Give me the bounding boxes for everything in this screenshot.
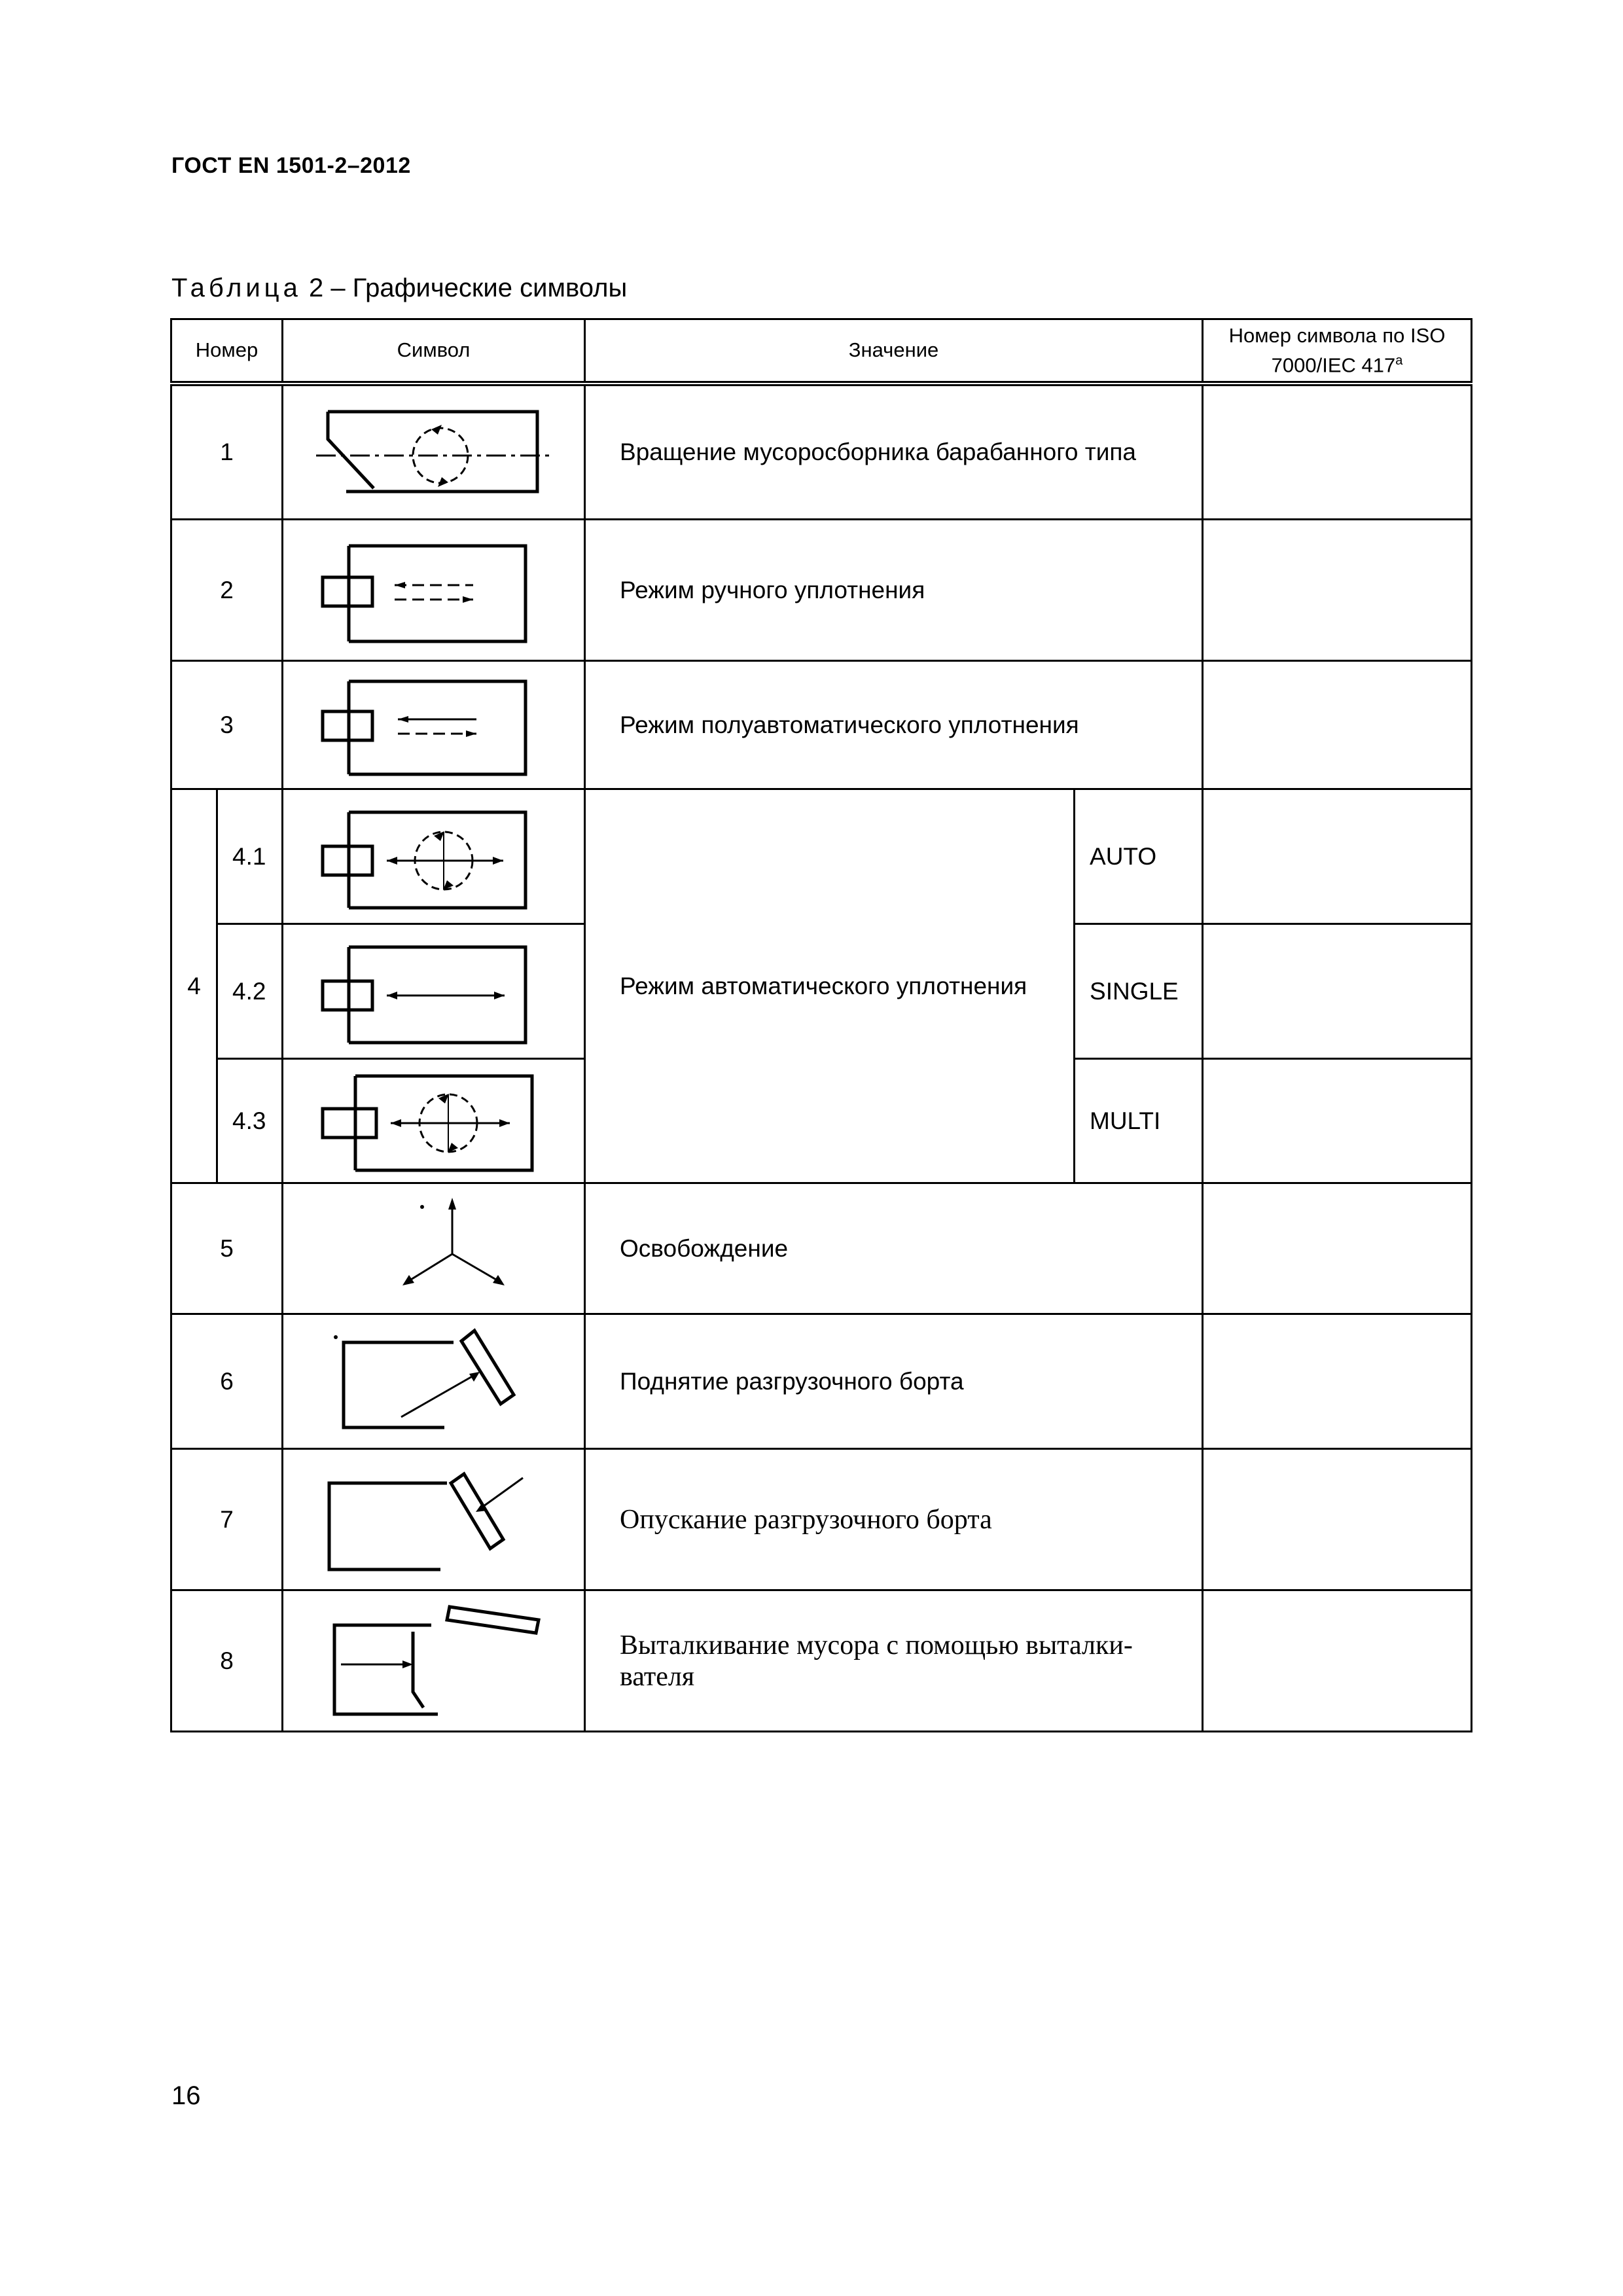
symbol-cell: [283, 661, 585, 789]
symbol-cell: [283, 384, 585, 520]
semi-auto-compaction-icon: [310, 670, 558, 781]
iso-number-cell: [1203, 789, 1472, 924]
header-number: Номер: [171, 319, 283, 384]
table-row: [171, 661, 1472, 789]
iso-number-cell: [1203, 661, 1472, 789]
iso-number-cell: [1203, 384, 1472, 520]
table-row: [171, 1314, 1472, 1449]
row-meaning: Режим ручного уплотнения: [585, 520, 1203, 661]
caption-prefix: Таблица: [171, 274, 302, 302]
row-number: 8: [171, 1590, 283, 1732]
row-number: 7: [171, 1449, 283, 1590]
row-number: 3: [171, 661, 283, 789]
caption-text: 2 – Графические символы: [301, 274, 628, 302]
multi-compaction-icon: [310, 1066, 558, 1177]
header-symbol: Символ: [283, 319, 585, 384]
symbol-cell: [283, 1059, 585, 1183]
iso-number-cell: [1203, 1059, 1472, 1183]
table-row: [171, 384, 1472, 520]
document-header: ГОСТ EN 1501-2–2012: [171, 153, 411, 178]
ejector-push-icon: [310, 1599, 558, 1723]
row-meaning: Режим полуавтоматического уплотнения: [585, 661, 1203, 789]
header-meaning: Значение: [585, 319, 1203, 384]
auto-compaction-icon: [310, 798, 558, 916]
iso-number-cell: [1203, 1183, 1472, 1314]
mode-label: AUTO: [1075, 789, 1203, 924]
row-meaning: Освобождение: [585, 1183, 1203, 1314]
table-row: [171, 789, 1472, 924]
page-number: 16: [171, 2081, 201, 2110]
header-iso-number: [1203, 319, 1472, 384]
header-iso-text: Номер символа по ISO 7000/IEC 417: [1228, 323, 1446, 376]
symbol-cell: [283, 924, 585, 1059]
iso-number-cell: [1203, 1590, 1472, 1732]
iso-number-cell: [1203, 520, 1472, 661]
row-number: 2: [171, 520, 283, 661]
table-row: [171, 1183, 1472, 1314]
table-row: [171, 520, 1472, 661]
table-header-row: [171, 319, 1472, 384]
symbol-cell: [283, 520, 585, 661]
symbol-cell: [283, 1183, 585, 1314]
row-number: 6: [171, 1314, 283, 1449]
sub-number: 4.3: [217, 1059, 283, 1183]
row-meaning: Поднятие разгрузочного борта: [585, 1314, 1203, 1449]
tailgate-raise-icon: [310, 1323, 558, 1441]
iso-number-cell: [1203, 1314, 1472, 1449]
symbol-cell: [283, 1590, 585, 1732]
iso-number-cell: [1203, 924, 1472, 1059]
row-meaning: Вращение мусоросборника барабанного типа: [585, 384, 1203, 520]
drum-rotation-icon: [310, 393, 558, 511]
graphic-symbols-table: [170, 318, 1472, 1732]
release-icon: [310, 1190, 558, 1308]
group-meaning: Режим автоматического уплотнения: [585, 789, 1075, 1183]
header-iso-footnote-mark: a: [1395, 353, 1403, 368]
table-row: [171, 1590, 1472, 1732]
symbol-cell: [283, 789, 585, 924]
tailgate-lower-icon: [310, 1461, 558, 1579]
table-caption: [171, 274, 627, 303]
single-compaction-icon: [310, 933, 558, 1050]
row-meaning: Опускание разгрузочного борта: [585, 1449, 1203, 1590]
table-row: [171, 1449, 1472, 1590]
mode-label: SINGLE: [1075, 924, 1203, 1059]
symbol-cell: [283, 1314, 585, 1449]
symbol-cell: [283, 1449, 585, 1590]
sub-number: 4.1: [217, 789, 283, 924]
group-number: 4: [171, 789, 217, 1183]
row-number: 5: [171, 1183, 283, 1314]
iso-number-cell: [1203, 1449, 1472, 1590]
row-number: 1: [171, 384, 283, 520]
sub-number: 4.2: [217, 924, 283, 1059]
manual-compaction-icon: [310, 531, 558, 649]
mode-label: MULTI: [1075, 1059, 1203, 1183]
row-meaning: Выталкивание мусора с помощью выталки-вателя: [585, 1590, 1203, 1732]
